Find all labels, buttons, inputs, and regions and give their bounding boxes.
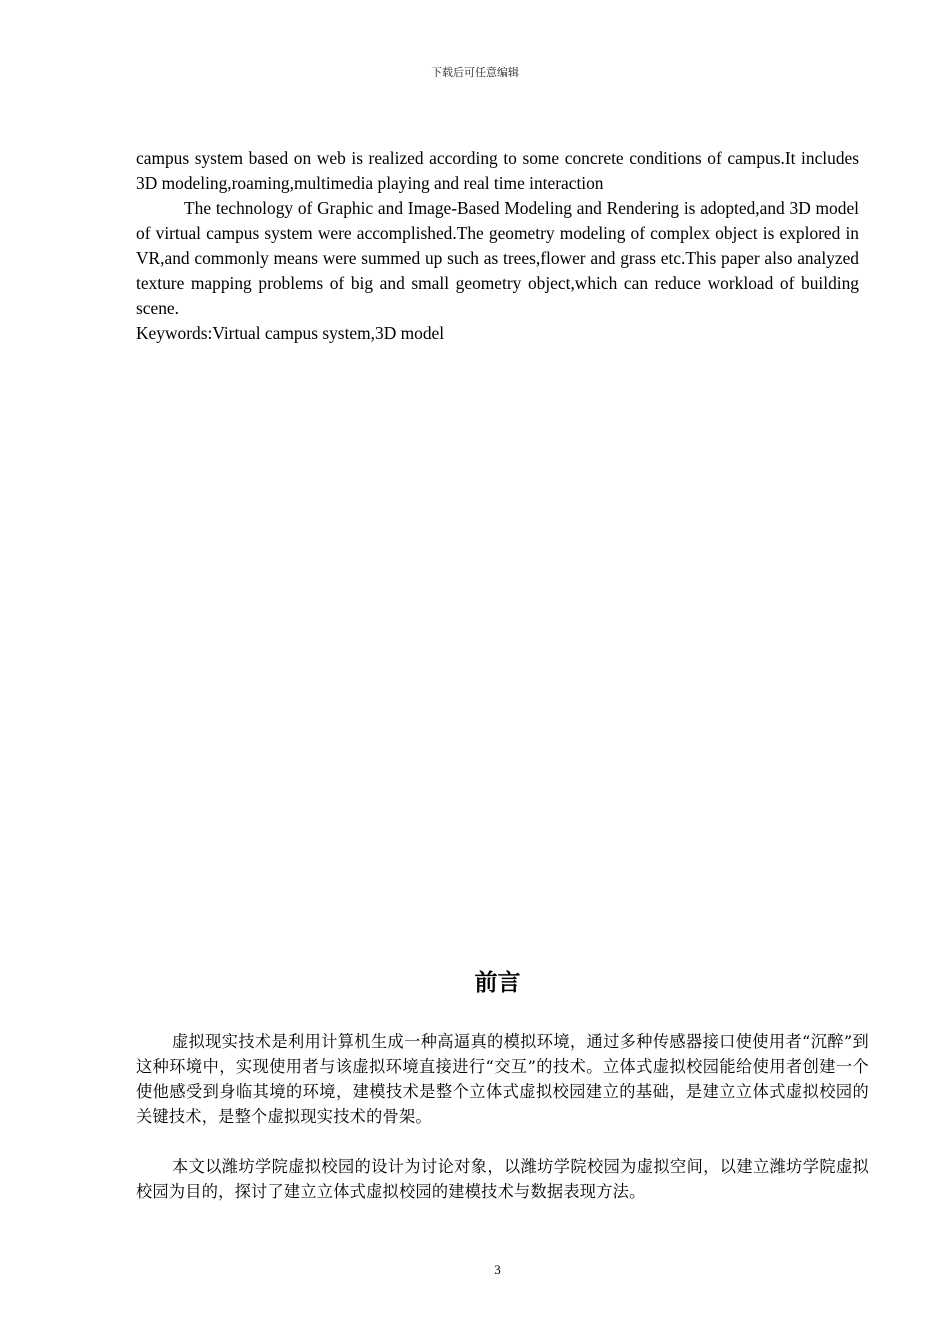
page-number: 3	[494, 1262, 501, 1277]
abstract-english	[136, 146, 859, 346]
page-header: 下载后可任意编辑	[431, 66, 519, 79]
abstract-paragraph-2: The technology of Graphic and Image-Based Modeling and Rendering is adopted,and 3D model of virtual campus system were accomplished.The geometry modeling of complex object is explored in VR,and commonly means were summed up such as trees,flower and grass etc.This paper also analyzed texture mapping problems of big and small geometry object,which can reduce workload of building scene.	[136, 198, 859, 318]
preface-title: 前言	[474, 969, 521, 996]
abstract-keywords: Keywords:Virtual campus system,3D model	[136, 323, 445, 343]
preface-body	[136, 1029, 869, 1204]
preface-paragraph-2: 本文以潍坊学院虚拟校园的设计为讨论对象，以潍坊学院校园为虚拟空间，以建立潍坊学院虚拟校园为目的，探讨了建立立体式虚拟校园的建模技术与数据表现方法。	[136, 1157, 869, 1201]
preface-paragraph-1: 虚拟现实技术是利用计算机生成一种高逼真的模拟环境，通过多种传感器接口使使用者“沉醉”到这种环境中，实现使用者与该虚拟环境直接进行“交互”的技术。立体式虚拟校园能给使用者创建一个使他感受到身临其境的环境，建模技术是整个立体式虚拟校园建立的基础，是建立立体式虚拟校园的关键技术，是整个虚拟现实技术的骨架。	[136, 1032, 869, 1126]
paragraph-gap	[136, 1129, 869, 1154]
abstract-paragraph-1: campus system based on web is realized according to some concrete conditions of campus.It includes 3D modeling,roaming,multimedia playing and real time interaction	[136, 148, 859, 193]
